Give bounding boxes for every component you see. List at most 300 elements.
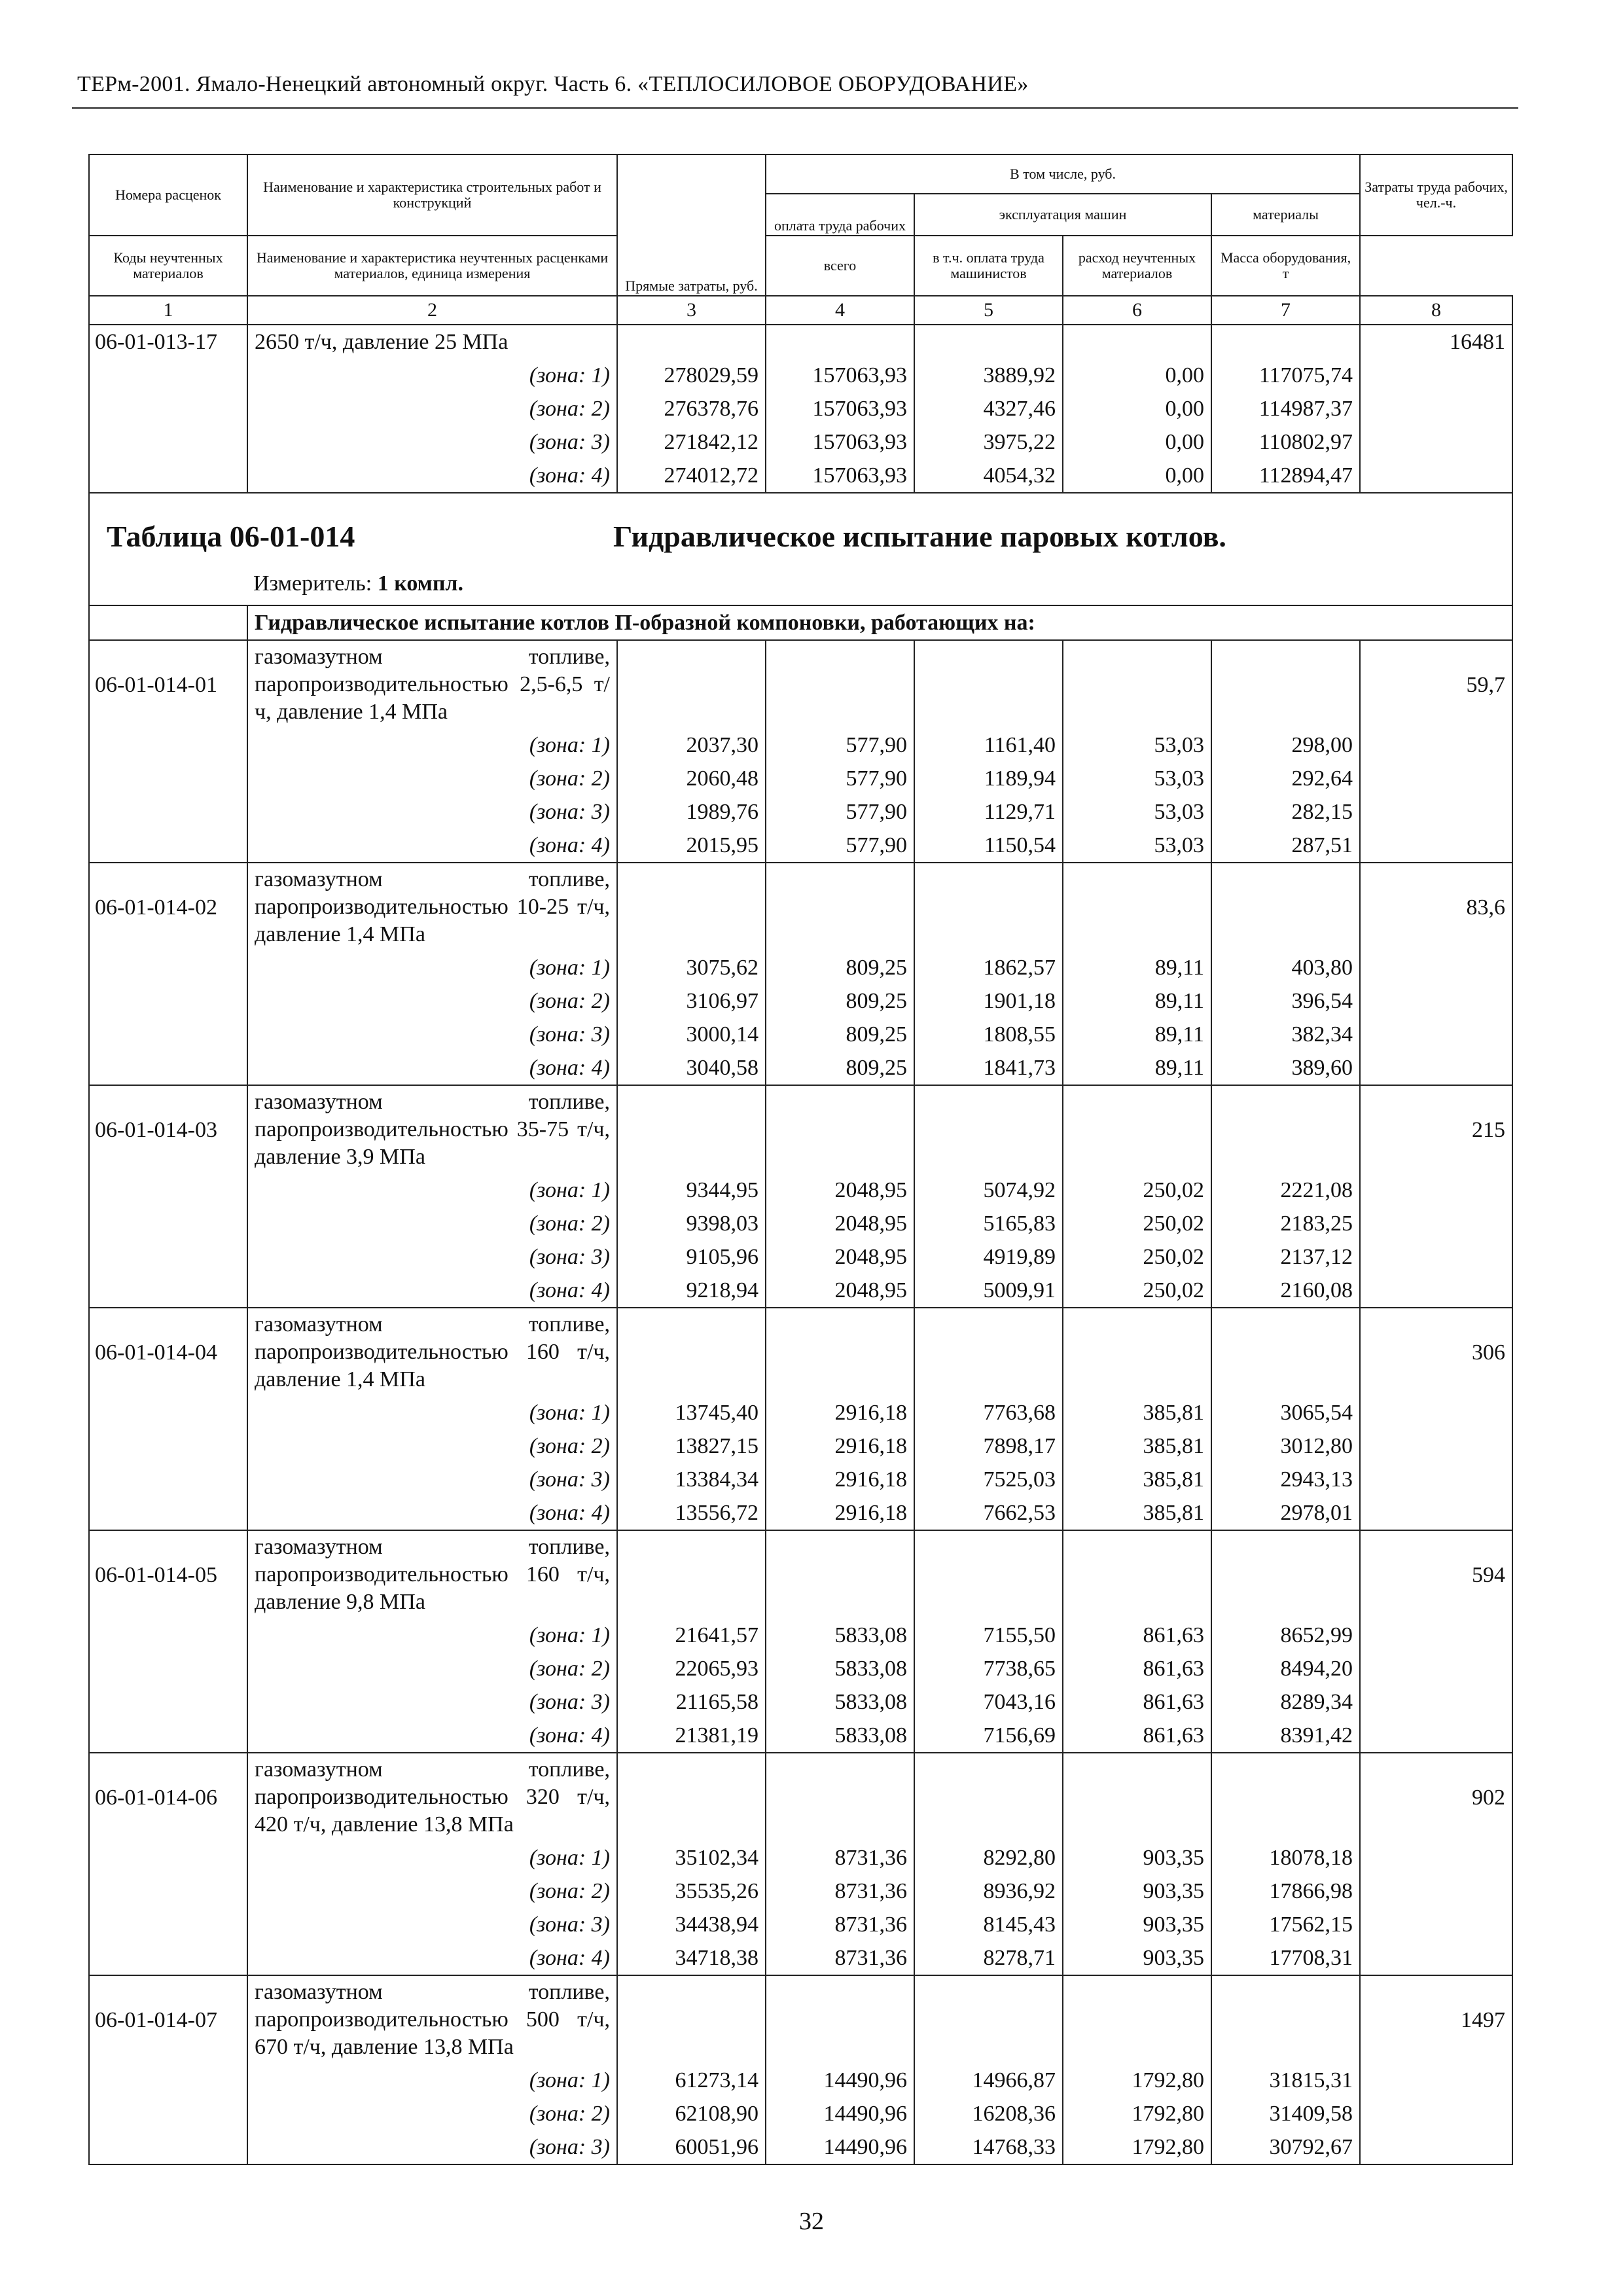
worker-wages: 2916,18	[766, 1429, 914, 1463]
rates-table	[88, 154, 1513, 2165]
machines-total: 7155,50	[914, 1619, 1063, 1652]
document-header	[72, 71, 1518, 109]
direct-cost: 1989,76	[617, 795, 766, 829]
empty-cell	[1360, 1463, 1512, 1496]
table-row	[89, 984, 1512, 1018]
empty-cell	[766, 640, 914, 728]
machines-total: 7662,53	[914, 1496, 1063, 1530]
empty-cell	[89, 359, 247, 392]
zone-label: (зона: 1)	[247, 728, 617, 762]
zone-label: (зона: 1)	[247, 2064, 617, 2097]
empty-cell	[1360, 829, 1512, 863]
direct-cost: 271842,12	[617, 425, 766, 459]
empty-cell	[89, 984, 247, 1018]
zone-label: (зона: 3)	[247, 425, 617, 459]
empty-cell	[914, 640, 1063, 728]
work-description: газомазутном топливе, паропроизводительностью 2,5-6,5 т/ч, давление 1,4 МПа	[247, 640, 617, 728]
zone-label: (зона: 2)	[247, 984, 617, 1018]
col-header-labor: Затраты труда рабочих, чел.-ч.	[1360, 154, 1512, 236]
zone-label: (зона: 4)	[247, 1496, 617, 1530]
page-number: 32	[799, 2208, 824, 2235]
empty-cell	[89, 459, 247, 493]
materials-cost: 8494,20	[1211, 1652, 1360, 1685]
empty-cell	[914, 863, 1063, 951]
empty-cell	[1211, 1975, 1360, 2064]
empty-cell	[1360, 1240, 1512, 1274]
direct-cost: 2060,48	[617, 762, 766, 795]
operator-wages: 250,02	[1063, 1274, 1211, 1308]
table-row	[89, 1975, 1512, 2064]
rate-code: 06-01-014-04	[89, 1308, 247, 1396]
worker-wages: 2916,18	[766, 1496, 914, 1530]
zone-label: (зона: 4)	[247, 459, 617, 493]
materials-cost: 112894,47	[1211, 459, 1360, 493]
materials-cost: 2137,12	[1211, 1240, 1360, 1274]
materials-cost: 17708,31	[1211, 1941, 1360, 1975]
empty-cell	[1360, 1207, 1512, 1240]
direct-cost: 274012,72	[617, 459, 766, 493]
zone-label: (зона: 4)	[247, 1051, 617, 1085]
table-row	[89, 1240, 1512, 1274]
empty-cell	[89, 1240, 247, 1274]
empty-cell	[766, 1308, 914, 1396]
materials-cost: 17562,15	[1211, 1908, 1360, 1941]
empty-cell	[89, 1619, 247, 1652]
machines-total: 3889,92	[914, 359, 1063, 392]
direct-cost: 35535,26	[617, 1874, 766, 1908]
empty-cell	[1063, 640, 1211, 728]
operator-wages: 250,02	[1063, 1207, 1211, 1240]
zone-label: (зона: 1)	[247, 951, 617, 984]
column-number: 5	[914, 296, 1063, 325]
machines-total: 7043,16	[914, 1685, 1063, 1719]
table-row	[89, 795, 1512, 829]
worker-wages: 157063,93	[766, 392, 914, 425]
table-row	[89, 1652, 1512, 1685]
zone-label: (зона: 3)	[247, 1240, 617, 1274]
empty-cell	[766, 1085, 914, 1174]
table-row	[89, 1719, 1512, 1753]
zone-label: (зона: 4)	[247, 1941, 617, 1975]
empty-cell	[1360, 728, 1512, 762]
work-description: газомазутном топливе, паропроизводительностью 160 т/ч, давление 1,4 МПа	[247, 1308, 617, 1396]
column-number: 8	[1360, 296, 1512, 325]
table-row	[89, 359, 1512, 392]
direct-cost: 2015,95	[617, 829, 766, 863]
work-description: газомазутном топливе, паропроизводительностью 10-25 т/ч, давление 1,4 МПа	[247, 863, 617, 951]
empty-cell	[1211, 1530, 1360, 1619]
table-row	[89, 1274, 1512, 1308]
table-row	[89, 1874, 1512, 1908]
empty-cell	[89, 2097, 247, 2130]
machines-total: 7898,17	[914, 1429, 1063, 1463]
table-row	[89, 1429, 1512, 1463]
empty-cell	[1360, 1174, 1512, 1207]
empty-cell	[1063, 1530, 1211, 1619]
worker-wages: 5833,08	[766, 1652, 914, 1685]
empty-cell	[617, 1308, 766, 1396]
materials-cost: 2183,25	[1211, 1207, 1360, 1240]
equipment-mass: 1497	[1360, 1975, 1512, 2064]
section-subtitle: Гидравлическое испытание котлов П-образной компоновки, работающих на:	[247, 605, 1512, 640]
operator-wages: 1792,80	[1063, 2130, 1211, 2164]
operator-wages: 903,35	[1063, 1908, 1211, 1941]
zone-label: (зона: 1)	[247, 1174, 617, 1207]
empty-cell	[766, 863, 914, 951]
machines-total: 8292,80	[914, 1841, 1063, 1874]
worker-wages: 2048,95	[766, 1207, 914, 1240]
machines-total: 1862,57	[914, 951, 1063, 984]
empty-cell	[766, 1975, 914, 2064]
materials-cost: 17866,98	[1211, 1874, 1360, 1908]
table-row	[89, 1396, 1512, 1429]
direct-cost: 62108,90	[617, 2097, 766, 2130]
machines-total: 4054,32	[914, 459, 1063, 493]
worker-wages: 5833,08	[766, 1719, 914, 1753]
machines-total: 4327,46	[914, 392, 1063, 425]
worker-wages: 157063,93	[766, 459, 914, 493]
col-header-code2: Коды неучтенных материалов	[89, 236, 247, 296]
table-row	[89, 459, 1512, 493]
table-row	[89, 1941, 1512, 1975]
empty-cell	[617, 1975, 766, 2064]
rate-code: 06-01-014-05	[89, 1530, 247, 1619]
empty-cell	[89, 1207, 247, 1240]
worker-wages: 5833,08	[766, 1619, 914, 1652]
column-number: 2	[247, 296, 617, 325]
empty-cell	[1360, 2064, 1512, 2097]
empty-cell	[89, 1018, 247, 1051]
machines-total: 1189,94	[914, 762, 1063, 795]
empty-cell	[89, 1396, 247, 1429]
direct-cost: 3000,14	[617, 1018, 766, 1051]
machines-total: 3975,22	[914, 425, 1063, 459]
worker-wages: 14490,96	[766, 2064, 914, 2097]
empty-cell	[1360, 1496, 1512, 1530]
materials-cost: 292,64	[1211, 762, 1360, 795]
worker-wages: 2048,95	[766, 1240, 914, 1274]
empty-cell	[617, 325, 766, 359]
empty-cell	[89, 1941, 247, 1975]
materials-cost: 30792,67	[1211, 2130, 1360, 2164]
direct-cost: 276378,76	[617, 392, 766, 425]
materials-cost: 18078,18	[1211, 1841, 1360, 1874]
machines-total: 1129,71	[914, 795, 1063, 829]
column-number: 3	[617, 296, 766, 325]
table-row	[89, 392, 1512, 425]
worker-wages: 8731,36	[766, 1908, 914, 1941]
operator-wages: 861,63	[1063, 1719, 1211, 1753]
direct-cost: 2037,30	[617, 728, 766, 762]
zone-label: (зона: 2)	[247, 762, 617, 795]
empty-cell	[617, 863, 766, 951]
empty-cell	[766, 1753, 914, 1841]
direct-cost: 61273,14	[617, 2064, 766, 2097]
direct-cost: 21165,58	[617, 1685, 766, 1719]
operator-wages: 0,00	[1063, 359, 1211, 392]
materials-cost: 31409,58	[1211, 2097, 1360, 2130]
table-row	[89, 1051, 1512, 1085]
subtitle-row	[89, 605, 1512, 640]
empty-cell	[1360, 1396, 1512, 1429]
empty-cell	[1360, 795, 1512, 829]
col-header-mass: Масса оборудования, т	[1211, 236, 1360, 296]
empty-cell	[1211, 1308, 1360, 1396]
worker-wages: 2048,95	[766, 1274, 914, 1308]
empty-cell	[914, 1308, 1063, 1396]
worker-wages: 157063,93	[766, 425, 914, 459]
empty-cell	[89, 762, 247, 795]
table-row	[89, 728, 1512, 762]
empty-cell	[1063, 1753, 1211, 1841]
zone-label: (зона: 1)	[247, 359, 617, 392]
empty-cell	[1360, 1274, 1512, 1308]
table-row	[89, 1685, 1512, 1719]
table-title-row	[89, 493, 1512, 605]
empty-cell	[1360, 1874, 1512, 1908]
empty-cell	[89, 1719, 247, 1753]
empty-cell	[89, 425, 247, 459]
materials-cost: 8652,99	[1211, 1619, 1360, 1652]
table-row	[89, 1463, 1512, 1496]
table-row	[89, 2097, 1512, 2130]
direct-cost: 34438,94	[617, 1908, 766, 1941]
direct-cost: 13745,40	[617, 1396, 766, 1429]
empty-cell	[89, 1463, 247, 1496]
zone-label: (зона: 1)	[247, 1396, 617, 1429]
machines-total: 8936,92	[914, 1874, 1063, 1908]
table-row	[89, 1908, 1512, 1941]
worker-wages: 809,25	[766, 1051, 914, 1085]
worker-wages: 809,25	[766, 951, 914, 984]
empty-cell	[617, 1753, 766, 1841]
zone-label: (зона: 2)	[247, 1429, 617, 1463]
materials-cost: 382,34	[1211, 1018, 1360, 1051]
operator-wages: 53,03	[1063, 795, 1211, 829]
materials-cost: 287,51	[1211, 829, 1360, 863]
materials-cost: 282,15	[1211, 795, 1360, 829]
empty-cell	[1360, 2097, 1512, 2130]
operator-wages: 861,63	[1063, 1619, 1211, 1652]
table-row	[89, 762, 1512, 795]
zone-label: (зона: 4)	[247, 1274, 617, 1308]
operator-wages: 250,02	[1063, 1240, 1211, 1274]
machines-total: 1150,54	[914, 829, 1063, 863]
col-header-wages: оплата труда рабочих	[766, 194, 914, 236]
empty-cell	[1360, 1941, 1512, 1975]
empty-cell	[89, 1274, 247, 1308]
operator-wages: 385,81	[1063, 1496, 1211, 1530]
column-number: 6	[1063, 296, 1211, 325]
direct-cost: 34718,38	[617, 1941, 766, 1975]
empty-cell	[1211, 1753, 1360, 1841]
empty-cell	[617, 640, 766, 728]
machines-total: 14966,87	[914, 2064, 1063, 2097]
worker-wages: 8731,36	[766, 1841, 914, 1874]
table-row	[89, 1753, 1512, 1841]
worker-wages: 809,25	[766, 984, 914, 1018]
work-description: газомазутном топливе, паропроизводительностью 160 т/ч, давление 9,8 МПа	[247, 1530, 617, 1619]
column-number: 7	[1211, 296, 1360, 325]
empty-cell	[1063, 325, 1211, 359]
direct-cost: 21381,19	[617, 1719, 766, 1753]
machines-total: 5165,83	[914, 1207, 1063, 1240]
operator-wages: 89,11	[1063, 951, 1211, 984]
empty-cell	[1360, 425, 1512, 459]
materials-cost: 2978,01	[1211, 1496, 1360, 1530]
empty-cell	[89, 2130, 247, 2164]
table-row	[89, 1619, 1512, 1652]
direct-cost: 3040,58	[617, 1051, 766, 1085]
machines-total: 5009,91	[914, 1274, 1063, 1308]
zone-label: (зона: 3)	[247, 1018, 617, 1051]
worker-wages: 809,25	[766, 1018, 914, 1051]
worker-wages: 577,90	[766, 829, 914, 863]
zone-label: (зона: 2)	[247, 1207, 617, 1240]
col-header-name: Наименование и характеристика строительных работ и конструкций	[247, 154, 617, 236]
machines-total: 1161,40	[914, 728, 1063, 762]
empty-cell	[1360, 984, 1512, 1018]
empty-cell	[914, 1530, 1063, 1619]
zone-label: (зона: 2)	[247, 2097, 617, 2130]
machines-total: 7763,68	[914, 1396, 1063, 1429]
zone-label: (зона: 2)	[247, 1652, 617, 1685]
rate-code: 06-01-014-07	[89, 1975, 247, 2064]
machines-total: 14768,33	[914, 2130, 1063, 2164]
col-header-direct: Прямые затраты, руб.	[617, 154, 766, 296]
table-row	[89, 1018, 1512, 1051]
rate-code: 06-01-014-01	[89, 640, 247, 728]
table-row	[89, 640, 1512, 728]
work-description: 2650 т/ч, давление 25 МПа	[247, 325, 617, 359]
header-text: ТЕРм-2001. Ямало-Ненецкий автономный округ. Часть 6. «ТЕПЛОСИЛОВОЕ ОБОРУДОВАНИЕ»	[77, 72, 1029, 96]
materials-cost: 31815,31	[1211, 2064, 1360, 2097]
empty-cell	[1211, 863, 1360, 951]
equipment-mass: 59,7	[1360, 640, 1512, 728]
empty-cell	[89, 951, 247, 984]
empty-cell	[1063, 1085, 1211, 1174]
rate-code: 06-01-014-03	[89, 1085, 247, 1174]
empty-cell	[89, 795, 247, 829]
equipment-mass: 83,6	[1360, 863, 1512, 951]
col-header-operators: в т.ч. оплата труда машинистов	[914, 236, 1063, 296]
empty-cell	[89, 1496, 247, 1530]
empty-cell	[914, 1753, 1063, 1841]
column-number: 1	[89, 296, 247, 325]
operator-wages: 89,11	[1063, 1051, 1211, 1085]
direct-cost: 22065,93	[617, 1652, 766, 1685]
worker-wages: 14490,96	[766, 2130, 914, 2164]
measure-value: 1 компл.	[377, 571, 464, 596]
empty-cell	[1063, 1975, 1211, 2064]
equipment-mass: 215	[1360, 1085, 1512, 1174]
operator-wages: 385,81	[1063, 1463, 1211, 1496]
materials-cost: 3012,80	[1211, 1429, 1360, 1463]
col-header-machines: эксплуатация машин	[914, 194, 1211, 236]
zone-label: (зона: 1)	[247, 1841, 617, 1874]
empty-cell	[89, 1429, 247, 1463]
table-row	[89, 1174, 1512, 1207]
empty-cell	[914, 1975, 1063, 2064]
operator-wages: 0,00	[1063, 425, 1211, 459]
empty-cell	[914, 1085, 1063, 1174]
machines-total: 5074,92	[914, 1174, 1063, 1207]
worker-wages: 2048,95	[766, 1174, 914, 1207]
worker-wages: 577,90	[766, 762, 914, 795]
table-name: Гидравлическое испытание паровых котлов.	[613, 520, 1226, 553]
worker-wages: 577,90	[766, 728, 914, 762]
empty-cell	[1360, 1051, 1512, 1085]
zone-label: (зона: 3)	[247, 795, 617, 829]
materials-cost: 110802,97	[1211, 425, 1360, 459]
table-row	[89, 1841, 1512, 1874]
empty-cell	[1360, 1685, 1512, 1719]
operator-wages: 53,03	[1063, 829, 1211, 863]
operator-wages: 903,35	[1063, 1841, 1211, 1874]
machines-total: 7156,69	[914, 1719, 1063, 1753]
zone-label: (зона: 4)	[247, 1719, 617, 1753]
empty-cell	[89, 728, 247, 762]
table-label: Таблица 06-01-014	[107, 520, 355, 553]
direct-cost: 13827,15	[617, 1429, 766, 1463]
column-number: 4	[766, 296, 914, 325]
col-header-name2: Наименование и характеристика неучтенных расценками материалов, единица измерения	[247, 236, 617, 296]
zone-label: (зона: 3)	[247, 2130, 617, 2164]
zone-label: (зона: 1)	[247, 1619, 617, 1652]
direct-cost: 9218,94	[617, 1274, 766, 1308]
table-row	[89, 863, 1512, 951]
direct-cost: 21641,57	[617, 1619, 766, 1652]
operator-wages: 0,00	[1063, 459, 1211, 493]
col-header-materials: материалы	[1211, 194, 1360, 236]
col-header-mat-cons: расход неучтенных материалов	[1063, 236, 1211, 296]
table-row	[89, 1530, 1512, 1619]
empty-cell	[1360, 1841, 1512, 1874]
table-row	[89, 2064, 1512, 2097]
materials-cost: 117075,74	[1211, 359, 1360, 392]
operator-wages: 1792,80	[1063, 2064, 1211, 2097]
col-header-total: всего	[766, 236, 914, 296]
machines-total: 8145,43	[914, 1908, 1063, 1941]
direct-cost: 9105,96	[617, 1240, 766, 1274]
direct-cost: 35102,34	[617, 1841, 766, 1874]
empty-cell	[89, 1908, 247, 1941]
table-row	[89, 2130, 1512, 2164]
direct-cost: 3106,97	[617, 984, 766, 1018]
empty-cell	[1360, 459, 1512, 493]
table-row	[89, 951, 1512, 984]
machines-total: 7525,03	[914, 1463, 1063, 1496]
machines-total: 1841,73	[914, 1051, 1063, 1085]
empty-cell	[617, 1085, 766, 1174]
direct-cost: 278029,59	[617, 359, 766, 392]
empty-cell	[914, 325, 1063, 359]
empty-cell	[1360, 1652, 1512, 1685]
materials-cost: 114987,37	[1211, 392, 1360, 425]
worker-wages: 5833,08	[766, 1685, 914, 1719]
empty-cell	[89, 1841, 247, 1874]
operator-wages: 89,11	[1063, 984, 1211, 1018]
empty-cell	[89, 392, 247, 425]
equipment-mass: 16481	[1360, 325, 1512, 359]
empty-cell	[1360, 762, 1512, 795]
zone-label: (зона: 3)	[247, 1908, 617, 1941]
operator-wages: 861,63	[1063, 1685, 1211, 1719]
operator-wages: 250,02	[1063, 1174, 1211, 1207]
empty-cell	[89, 2064, 247, 2097]
empty-cell	[1360, 1018, 1512, 1051]
zone-label: (зона: 3)	[247, 1685, 617, 1719]
